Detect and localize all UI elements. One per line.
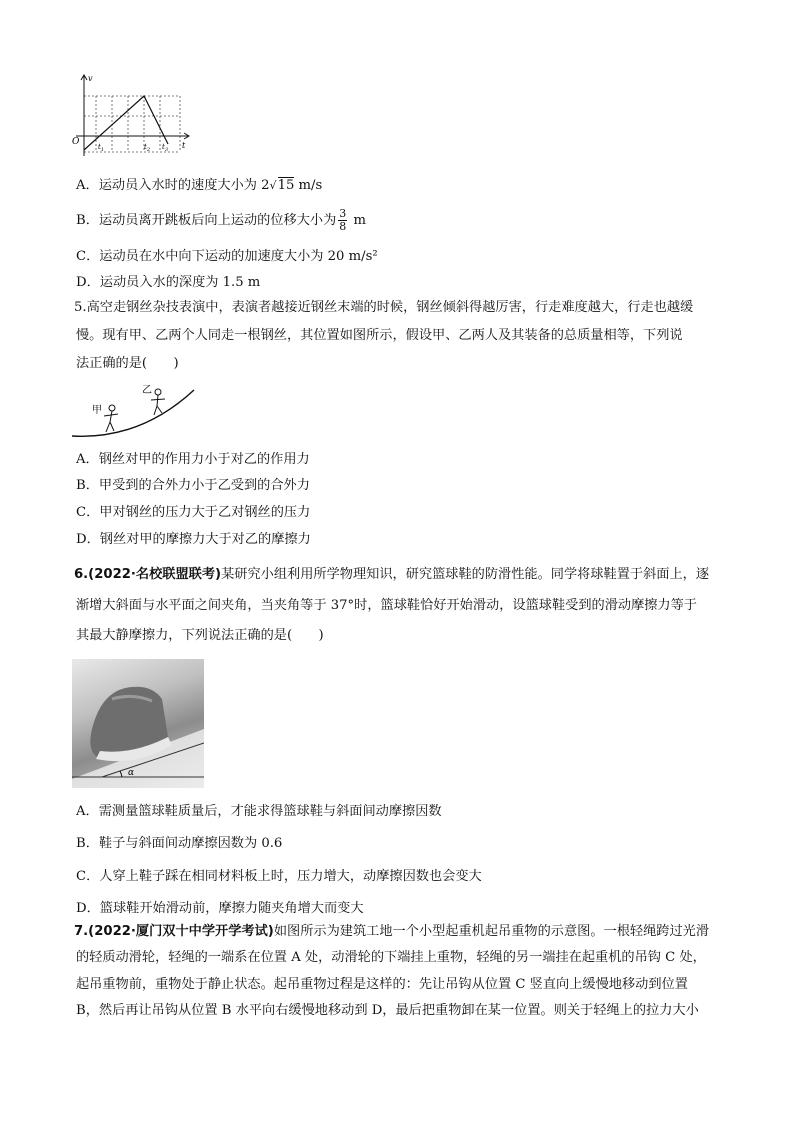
alpha-label: α xyxy=(128,768,135,778)
q4-option-b: B．运动员离开跳板后向上运动的位移大小为 $\frac{3}{8}$ m xyxy=(76,207,366,233)
label-yi: 乙 xyxy=(142,385,152,396)
velocity-time-graph xyxy=(70,72,194,158)
q5-stem-line2: 慢。现有甲、乙两个人同走一根钢丝，其位置如图所示，假设甲、乙两人及其装备的总质量相等，下列说 xyxy=(76,328,683,343)
q4-option-a: A．运动员入水时的速度大小为 2√15 m/s xyxy=(76,178,323,193)
q5-option-a: A．钢丝对甲的作用力小于对乙的作用力 xyxy=(76,452,310,467)
t1-label: $t_1$ xyxy=(98,143,105,153)
q6-stem-line3: 其最大静摩擦力，下列说法正确的是( ) xyxy=(76,628,324,643)
q6-stem-line2: 渐增大斜面与水平面之间夹角，当夹角等于 37°时，篮球鞋恰好开始滑动，设篮球鞋受到的滑动摩擦力等于 xyxy=(76,598,697,613)
q5-stem-line3: 法正确的是( ) xyxy=(76,356,179,371)
tightrope-figure xyxy=(70,380,200,442)
q6-stem-line1: 6.(2022·名校联盟联考)某研究小组利用所学物理知识，研究篮球鞋的防滑性能。同学将球鞋置于斜面上，逐 xyxy=(74,567,710,582)
q7-stem-line2: 的轻质动滑轮，轻绳的一端系在位置 A 处，动滑轮的下端挂上重物，轻绳的另一端挂在起重机的吊钩 C 处， xyxy=(76,950,706,965)
q7-stem-line1: 7.(2022·厦门双十中学开学考试)如图所示为建筑工地一个小型起重机起吊重物的示意图。一根轻绳跨过光滑 xyxy=(74,924,710,939)
t3-label: $t_3$ xyxy=(162,143,169,153)
q6-option-a: A．需测量篮球鞋质量后，才能求得篮球鞋与斜面间动摩擦因数 xyxy=(76,804,442,819)
q4-option-c: C．运动员在水中向下运动的加速度大小为 20 m/s² xyxy=(76,249,378,264)
tightrope-wire xyxy=(72,390,194,436)
fraction: $\frac{3}{8}$ xyxy=(339,207,347,233)
velocity-curve xyxy=(84,96,168,150)
v-axis-label: v xyxy=(88,74,93,83)
q5-option-c: C．甲对钢丝的压力大于乙对钢丝的压力 xyxy=(76,505,311,520)
q6-option-d: D．篮球鞋开始滑动前，摩擦力随夹角增大而变大 xyxy=(76,901,364,916)
q5-stem-line1: 5.高空走钢丝杂技表演中，表演者越接近钢丝末端的时候，钢丝倾斜得越厉害，行走难度越大，行走也越缓 xyxy=(74,300,694,315)
t2-label: $t_2$ xyxy=(144,143,151,153)
label-jia: 甲 xyxy=(92,405,102,416)
q7-stem-line3: 起吊重物前，重物处于静止状态。起吊重物过程是这样的：先让吊钩从位置 C 竖直向上缓慢地移动到位置 xyxy=(76,977,688,992)
basketball-shoe-on-incline-photo xyxy=(72,659,204,788)
q4-option-d: D．运动员入水的深度为 1.5 m xyxy=(76,275,261,290)
q6-source: 6.(2022·名校联盟联考) xyxy=(74,567,222,582)
origin-label: O xyxy=(72,137,80,147)
q6-option-b: B．鞋子与斜面间动摩擦因数为 0.6 xyxy=(76,836,283,851)
t-axis-label: t xyxy=(182,141,186,150)
walker-jia xyxy=(104,405,118,432)
q7-stem-line4: B，然后再让吊钩从位置 B 水平向右缓慢地移动到 D，最后把重物卸在某一位置。则关于轻绳上的拉力大小 xyxy=(76,1003,699,1018)
q6-option-c: C．人穿上鞋子踩在相同材料板上时，压力增大，动摩擦因数也会变大 xyxy=(76,869,482,884)
walker-yi xyxy=(151,389,165,415)
q5-option-d: D．钢丝对甲的摩擦力大于对乙的摩擦力 xyxy=(76,532,311,547)
q7-source: 7.(2022·厦门双十中学开学考试) xyxy=(74,924,274,939)
q5-option-b: B．甲受到的合外力小于乙受到的合外力 xyxy=(76,478,310,493)
